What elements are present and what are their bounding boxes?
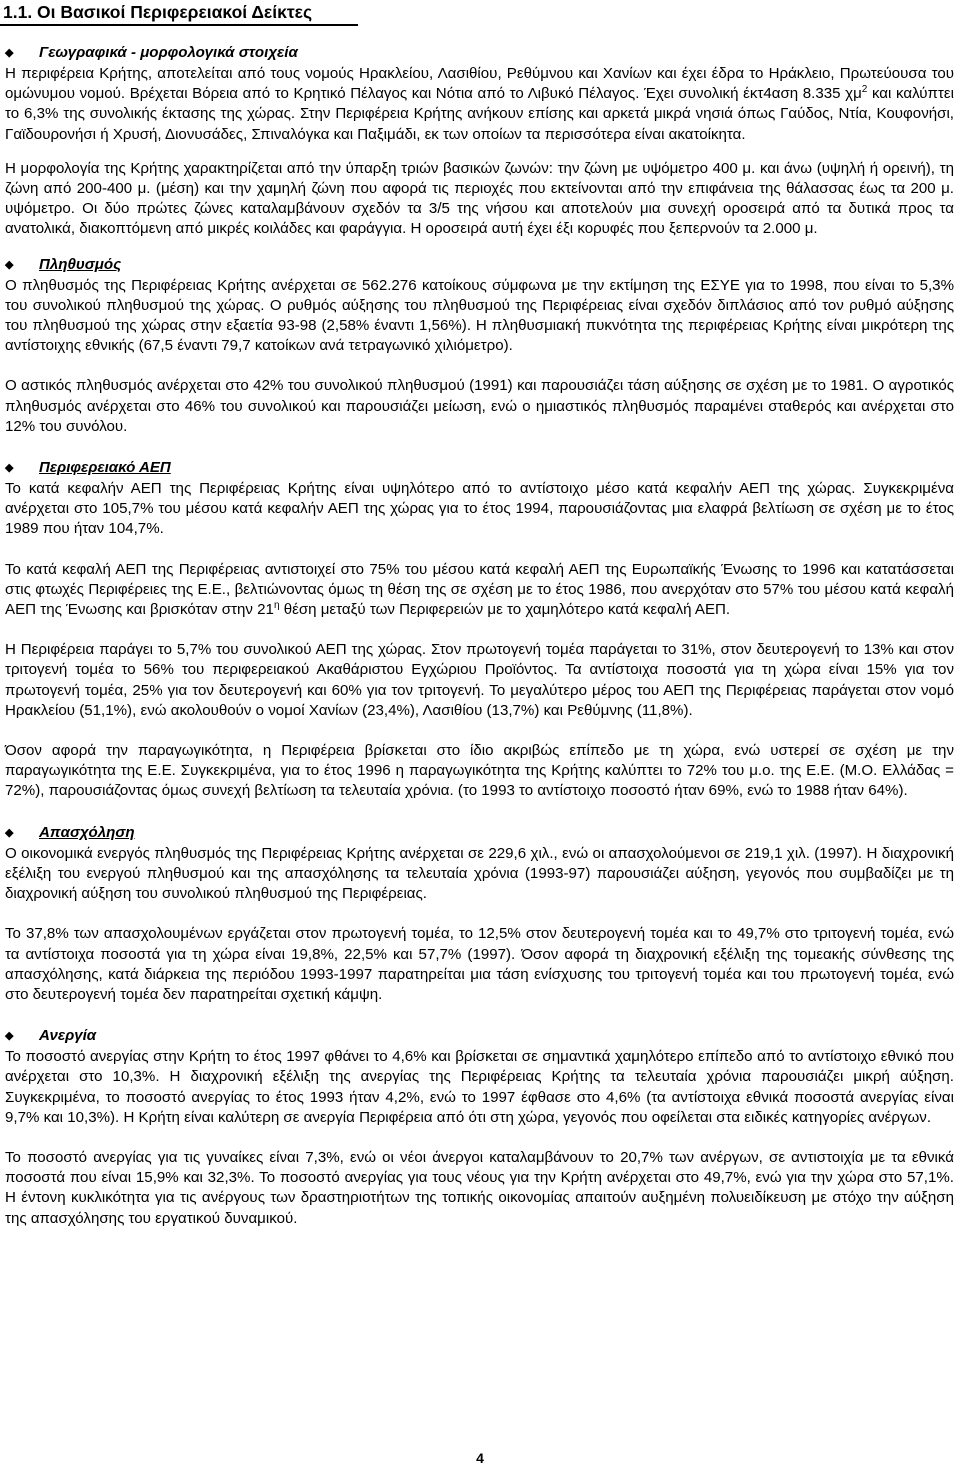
- geo-paragraph-1: Η περιφέρεια Κρήτης, αποτελείται από τους νομούς Ηρακλείου, Λασιθίου, Ρεθύμνου και Χανίων και έχει έδρα το Ηράκλειο, Πρωτεύουσα του ομώνυμου νομού. Βρέχεται Βόρεια από το Κρητικό Πέλαγος και Νότια από το Λιβυκό Πέλαγος. Έχει συνολική έκτ4αση 8.335 $\chi\mu^2$ και καλύπτει το 6,3% της συνολικής έκτασης της χώρας. Στην Περιφέρεια Κρήτης ανήκουν επίσης και αρκετά μικρά νησιά όπως Γαύδος, Ντία, Κουφονήσι, Γαϊδουρονήσι ή Χρυσή, Διονυσάδες, Σπιναλόγκα και Παξιμάδι, εκ των οποίων τα περισσότερα είναι ακατοίκητα.: [5, 65, 954, 143]
- diamond-bullet-icon: ◆: [5, 462, 14, 475]
- geo-paragraph-2: Η μορφολογία της Κρήτης χαρακτηρίζεται από την ύπαρξη τριών βασικών ζωνών: την ζώνη με υψόμετρο 400 μ. και άνω (υψηλή ή ορεινή), τη ζώνη από 200-400 μ. (μέση) και την χαμηλή ζώνη που αφορά τις περιοχές που εκτείνονται από την επιφάνεια της θάλασσας έως τα 200 μ. υψόμετρο. Οι δύο πρώτες ζώνες καταλαμβάνουν σχεδόν τα 3/5 της νήσου και αποτελούν μια συνεχή οροσειρά από τα δυτικά προς τα ανατολικά, διακοπτόμενη από μικρές κοιλάδες και φαράγγια. Η οροσειρά αυτή έχει έξι κορυφές που ξεπερνούν τα 2.000 μ.: [5, 159, 954, 238]
- diamond-bullet-icon: ◆: [5, 258, 14, 271]
- gdp-paragraph-1: Το κατά κεφαλήν ΑΕΠ της Περιφέρειας Κρήτης είναι υψηλότερο από το αντίστοιχο μέσο κατά κεφαλήν ΑΕΠ της χώρας. Συγκεκριμένα ανέρχεται στο 105,7% του μέσου κατά κεφαλήν ΑΕΠ της χώρας για το έτος 1994, παρουσιάζοντας μια ελαφρά βελτίωση σε σχέση με το έτος 1989 που ήταν 104,7%.: [5, 480, 954, 538]
- unemp-heading: ◆ Ανεργία: [5, 1025, 954, 1047]
- pop-paragraph-2: Ο αστικός πληθυσμός ανέρχεται στο 42% του συνολικού πληθυσμού (1991) και παρουσιάζει τάση αύξησης σε σχέση με το 1981. Ο αγροτικός πληθυσμός ανέρχεται στο 46% του συνολικού και παρουσιάζει μείωση, ενώ ο ημιαστικός πληθυσμός παραμένει σταθερός και ανέρχεται στο 12% του συνόλου.: [5, 377, 954, 435]
- diamond-bullet-icon: ◆: [5, 826, 14, 839]
- unemp-paragraph-1: Το ποσοστό ανεργίας στην Κρήτη το έτος 1997 φθάνει το 4,6% και βρίσκεται σε σημαντικά χαμηλότερο επίπεδο από το αντίστοιχο εθνικό που ανέρχεται στο 10,3%. Η διαχρονική εξέλιξη της ανεργίας της Περιφέρειας Κρήτης τα τελευταία χρόνια παρουσιάζει μικρή αύξηση. Συγκεκριμένα, το ποσοστό ανεργίας το έτος 1993 ήταν 4,2%, ενώ το 1997 έφθασε στο 4,6% (τα αντίστοιχα εθνικά ποσοστά ανεργίας είναι 9,7% και 10,3%). Η Κρήτη είναι καλύτερη σε ανεργία Περιφέρεια από ότι στη χώρα, γεγονός που οφείλεται στα ειδικές κατηγορίες ανέργων.: [5, 1048, 954, 1126]
- gdp-paragraph-2: Το κατά κεφαλή ΑΕΠ της Περιφέρειας αντιστοιχεί στο 75% του μέσου κατά κεφαλή ΑΕΠ της Ευρωπαϊκής Ένωσης το 1996 και κατατάσσεται στις φτωχές Περιφέρειες της Ε.Ε., βελτιώνοντας όμως τη θέση της σε σχέση με το έτος 1986, που ανερχόταν στο 57% του μέσου κατά κεφαλή ΑΕΠ της Ένωσης και βρισκόταν στην $21^\eta$ θέση μεταξύ των Περιφερειών με το χαμηλότερο κατά κεφαλή ΑΕΠ.: [5, 560, 954, 619]
- emp-heading: ◆ Απασχόληση: [5, 822, 954, 844]
- emp-paragraph-1: Ο οικονομικά ενεργός πληθυσμός της Περιφέρειας Κρήτης ανέρχεται σε 229,6 χιλ., ενώ οι απασχολούμενοι σε 219,1 χιλ. (1997). Η διαχρονική εξέλιξη του ενεργού πληθυσμού και της απασχόλησης τα τελευταία χρόνια (1993-97) παρουσιάζει αύξηση, γεγονός που συμβαδίζει με τη διαχρονική αύξηση του συνολικού πληθυσμού της Περιφέρειας.: [5, 844, 954, 903]
- pop-paragraph-1: Ο πληθυσμός της Περιφέρειας Κρήτης ανέρχεται σε 562.276 κατοίκους σύμφωνα με την εκτίμηση της ΕΣΥΕ για το 1998, που είναι το 5,3% του συνολικού πληθυσμού της χώρας. Ο ρυθμός αύξησης του πληθυσμού της Περιφέρειας είναι σχεδόν διπλάσιος από τον ρυθμό αύξησης του πληθυσμού της χώρας στην εξαετία 93-98 (2,58% έναντι 1,56%). Η πληθυσμιακή πυκνότητα της περιφέρειας Κρήτης είναι μικρότερη της αντίστοιχης εθνικής (67,5 έναντι 79,7 κατοίκων ανά τετραγωνικό χιλιόμετρο).: [5, 276, 954, 355]
- geo-heading: ◆ Γεωγραφικά - μορφολογικά στοιχεία: [5, 42, 954, 64]
- unemp-paragraph-2: Το ποσοστό ανεργίας για τις γυναίκες είναι 7,3%, ενώ οι νέοι άνεργοι καταλαμβάνουν το 20,7% των ανέργων, σε αντιστοιχία με τα εθνικά ποσοστά που είναι 15,9% και 32,3%. Το ποσοστό ανεργίας για τους νέους για την Κρήτη ανέρχεται στο 49,7%, ενώ για την χώρα στο 57,1%. Η έντονη κυκλικότητα για τις ανέργους των δραστηριοτήτων της τοπικής οικονομίας απαιτούν αυξημένη πολυειδίκευση με στόχο την αύξηση της απασχόλησης του εργατικού δυναμικού.: [5, 1148, 954, 1227]
- gdp-paragraph-4: Όσον αφορά την παραγωγικότητα, η Περιφέρεια βρίσκεται στο ίδιο ακριβώς επίπεδο με τη χώρα, ενώ υστερεί σε σχέση με την παραγωγικότητα της Ε.Ε. Συγκεκριμένα, για το έτος 1996 η παραγωγικότητα της Κρήτης καλύπτει το 72% του μ.ο. της Ε.Ε. (Μ.Ο. Ελλάδας = 72%), παρουσιάζοντας όμως συνεχή βελτίωση τα τελευταία χρόνια. (το 1993 το αντίστοιχο ποσοστό ήταν 69%, ενώ το 1988 ήταν 64%).: [5, 742, 954, 800]
- gdp-paragraph-3: Η Περιφέρεια παράγει το 5,7% του συνολικού ΑΕΠ της χώρας. Στον πρωτογενή τομέα παράγεται το 31%, στον δευτερογενή το 13% και στον τριτογενή τομέα το 56% του περιφερειακού Ακαθάριστου Εγχώριου Προϊόντος. Τα αντίστοιχα ποσοστά για τη χώρα είναι 15% για τον πρωτογενή τομέα, 25% για τον δευτερογενή και 60% για τον τριτογενή. Το μεγαλύτερο μέρος του ΑΕΠ της Περιφέρειας παράγεται στον νομό Ηρακλείου (51,1%), ενώ ακολουθούν ο νομοί Χανίων (23,4%), Λασιθίου (13,7%) και Ρεθύμνης (11,8%).: [5, 641, 954, 719]
- emp-paragraph-2: Το 37,8% των απασχολουμένων εργάζεται στον πρωτογενή τομέα, το 12,5% στον δευτερογενή τομέα και το 49,7% στο τριτογενή τομέα, ενώ τα αντίστοιχα ποσοστά για τη χώρα είναι 19,8%, 22,5% και 57,7% (1997). Όσον αφορά τη διαχρονική εξέλιξη της τομεακής σύνθεσης της απασχόλησης, κατά διάρκεια της περιόδου 1993-1997 παρατηρείται μια τάση ενίσχυσης του τριτογενή τομέα και του πρωτογενή τομέα, ενώ στο δευτερογενή τομέα δεν παρατηρείται σχετική κάμψη.: [5, 925, 954, 1003]
- gdp-heading: ◆ Περιφερειακό ΑΕΠ: [5, 457, 954, 479]
- section-title: 1.1. Οι Βασικοί Περιφερειακοί Δείκτες: [0, 0, 358, 26]
- diamond-bullet-icon: ◆: [5, 1030, 14, 1043]
- page-number: 4: [476, 1450, 484, 1466]
- document-body: [5, 42, 954, 1229]
- pop-heading: ◆ Πληθυσμός: [5, 254, 954, 276]
- diamond-bullet-icon: ◆: [5, 47, 14, 59]
